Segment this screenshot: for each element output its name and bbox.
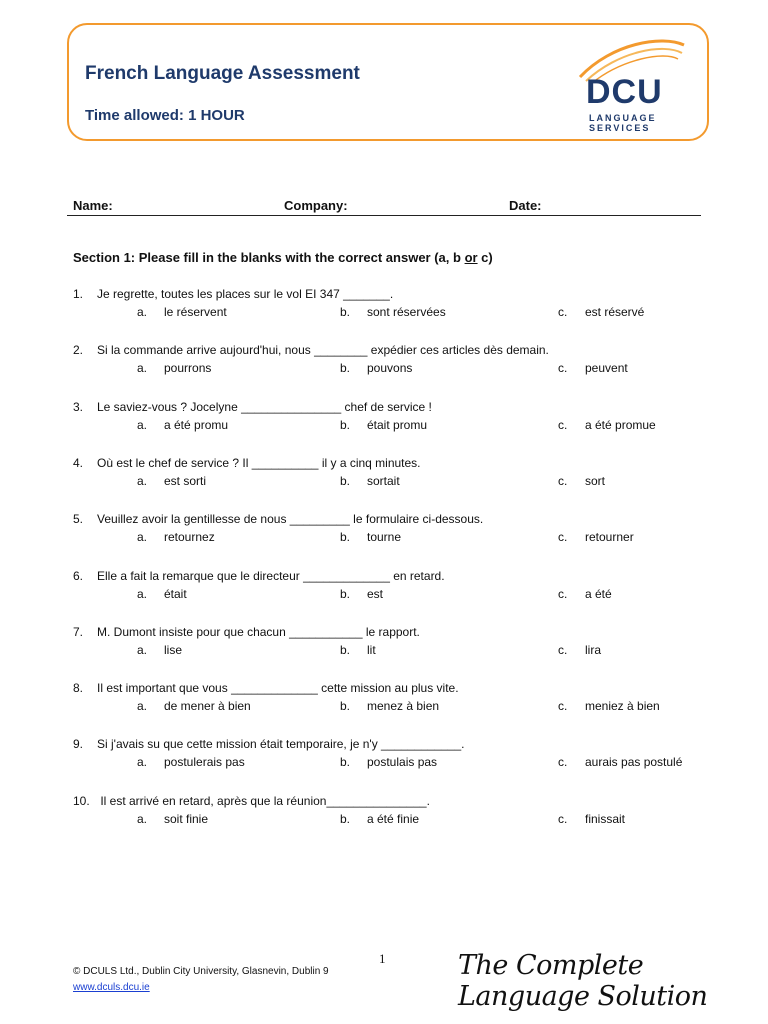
option-c[interactable] [558, 587, 612, 601]
option-letter: b. [340, 530, 351, 544]
option-b[interactable] [340, 812, 419, 826]
option-text: sortait [367, 474, 400, 488]
option-text: est [367, 587, 384, 601]
option-a[interactable] [137, 418, 228, 432]
header-box [67, 23, 709, 141]
option-text: aurais pas postulé [585, 755, 683, 769]
name-field-label: Name: [73, 198, 113, 213]
question-number: 7. [73, 625, 84, 639]
question-number: 3. [73, 400, 84, 414]
option-text: tourne [367, 530, 402, 544]
option-c[interactable] [558, 474, 605, 488]
footer-copyright: © DCULS Ltd., Dublin City University, Glasnevin, Dublin 9 [73, 966, 329, 977]
option-a[interactable] [137, 361, 211, 375]
question-stem [73, 625, 420, 639]
option-text: sont réservées [367, 305, 446, 319]
option-text: meniez à bien [585, 699, 660, 713]
option-text: a été promu [164, 418, 229, 432]
option-a[interactable] [137, 643, 182, 657]
option-a[interactable] [137, 587, 187, 601]
option-text: a été promue [585, 418, 656, 432]
section-heading-prefix: Section 1: Please fill in the blanks with the correct answer (a, b [73, 250, 465, 265]
option-a[interactable] [137, 305, 227, 319]
option-b[interactable] [340, 587, 383, 601]
question-number: 9. [73, 737, 84, 751]
option-a[interactable] [137, 530, 215, 544]
option-c[interactable] [558, 643, 601, 657]
question-number: 6. [73, 569, 84, 583]
option-letter: b. [340, 699, 351, 713]
question-stem [73, 569, 445, 583]
option-letter: a. [137, 699, 148, 713]
question-number: 8. [73, 681, 84, 695]
logo-text: DCU [586, 73, 663, 111]
option-text: peuvent [585, 361, 628, 375]
option-text: lira [585, 643, 602, 657]
option-text: le réservent [164, 305, 227, 319]
question-stem [73, 794, 430, 808]
option-text: postulerais pas [164, 755, 245, 769]
option-b[interactable] [340, 530, 401, 544]
question-text: Elle a fait la remarque que le directeur _____________ en retard. [97, 569, 445, 583]
option-c[interactable] [558, 699, 660, 713]
option-letter: c. [558, 643, 568, 657]
option-b[interactable] [340, 418, 427, 432]
option-a[interactable] [137, 699, 251, 713]
option-letter: b. [340, 305, 351, 319]
question-text: Veuillez avoir la gentillesse de nous _________ le formulaire ci-dessous. [97, 512, 484, 526]
option-letter: b. [340, 812, 351, 826]
question-stem [73, 400, 432, 414]
option-text: menez à bien [367, 699, 440, 713]
option-text: était promu [367, 418, 428, 432]
option-text: a été finie [367, 812, 420, 826]
question-text: Où est le chef de service ? Il __________ il y a cinq minutes. [97, 456, 421, 470]
option-letter: b. [340, 587, 351, 601]
option-letter: c. [558, 361, 568, 375]
logo-subtext: LANGUAGE SERVICES [589, 113, 657, 133]
option-letter: a. [137, 361, 148, 375]
option-letter: a. [137, 305, 148, 319]
option-text: est réservé [585, 305, 645, 319]
option-text: pouvons [367, 361, 413, 375]
footer-tagline: The Complete Language Solution [458, 950, 708, 1012]
option-text: lise [164, 643, 183, 657]
question-text: Si j'avais su que cette mission était temporaire, je n'y ____________. [97, 737, 465, 751]
option-letter: b. [340, 755, 351, 769]
option-text: retournez [164, 530, 215, 544]
option-text: soit finie [164, 812, 209, 826]
option-c[interactable] [558, 305, 644, 319]
option-c[interactable] [558, 755, 682, 769]
section-heading [73, 250, 493, 265]
option-text: est sorti [164, 474, 207, 488]
option-text: pourrons [164, 361, 212, 375]
option-letter: b. [340, 418, 351, 432]
option-letter: c. [558, 305, 568, 319]
option-a[interactable] [137, 474, 206, 488]
option-a[interactable] [137, 812, 208, 826]
question-stem [73, 681, 459, 695]
option-b[interactable] [340, 474, 400, 488]
question-text: Il est important que vous _____________ cette mission au plus vite. [97, 681, 459, 695]
question-text: Je regrette, toutes les places sur le vol EI 347 _______. [97, 287, 394, 301]
question-text: Si la commande arrive aujourd'hui, nous ________ expédier ces articles dès demain. [97, 343, 549, 357]
option-b[interactable] [340, 361, 412, 375]
option-letter: b. [340, 474, 351, 488]
question-text: Il est arrivé en retard, après que la réunion_______________. [97, 794, 430, 808]
option-text: retourner [585, 530, 634, 544]
option-letter: a. [137, 474, 148, 488]
question-number: 5. [73, 512, 84, 526]
option-letter: c. [558, 530, 568, 544]
question-number: 10. [73, 794, 90, 808]
question-stem [73, 287, 393, 301]
option-letter: b. [340, 361, 351, 375]
question-stem [73, 343, 549, 357]
option-c[interactable] [558, 418, 656, 432]
option-letter: c. [558, 755, 568, 769]
option-b[interactable] [340, 305, 446, 319]
question-text: M. Dumont insiste pour que chacun ___________ le rapport. [97, 625, 420, 639]
footer-website-link[interactable]: www.dculs.dcu.ie [73, 982, 150, 993]
page-number: 1 [379, 951, 386, 966]
option-letter: c. [558, 699, 568, 713]
option-b[interactable] [340, 755, 437, 769]
option-text: postulais pas [367, 755, 438, 769]
question-number: 4. [73, 456, 84, 470]
option-letter: a. [137, 587, 148, 601]
option-letter: b. [340, 643, 351, 657]
option-text: sort [585, 474, 606, 488]
question-text: Le saviez-vous ? Jocelyne _______________ chef de service ! [97, 400, 432, 414]
option-letter: c. [558, 474, 568, 488]
company-field-label: Company: [284, 198, 348, 213]
option-b[interactable] [340, 643, 376, 657]
option-b[interactable] [340, 699, 439, 713]
option-letter: a. [137, 530, 148, 544]
option-text: finissait [585, 812, 626, 826]
option-c[interactable] [558, 530, 634, 544]
option-a[interactable] [137, 755, 245, 769]
option-text: a été [585, 587, 612, 601]
question-stem [73, 512, 483, 526]
dcu-logo [572, 33, 692, 133]
option-letter: c. [558, 418, 568, 432]
section-heading-suffix: c) [477, 250, 493, 265]
option-letter: a. [137, 418, 148, 432]
option-letter: c. [558, 587, 568, 601]
question-stem [73, 456, 421, 470]
option-letter: c. [558, 812, 568, 826]
option-text: était [164, 587, 187, 601]
option-text: de mener à bien [164, 699, 251, 713]
option-c[interactable] [558, 812, 625, 826]
option-letter: a. [137, 755, 148, 769]
info-fields-row [67, 197, 701, 216]
option-c[interactable] [558, 361, 628, 375]
question-number: 2. [73, 343, 84, 357]
question-stem [73, 737, 464, 751]
page-title: French Language Assessment [85, 63, 360, 84]
date-field-label: Date: [509, 198, 542, 213]
time-allowed: Time allowed: 1 HOUR [85, 107, 245, 124]
section-heading-or: or [464, 250, 478, 265]
option-text: lit [367, 643, 376, 657]
question-number: 1. [73, 287, 84, 301]
option-letter: a. [137, 812, 148, 826]
option-letter: a. [137, 643, 148, 657]
